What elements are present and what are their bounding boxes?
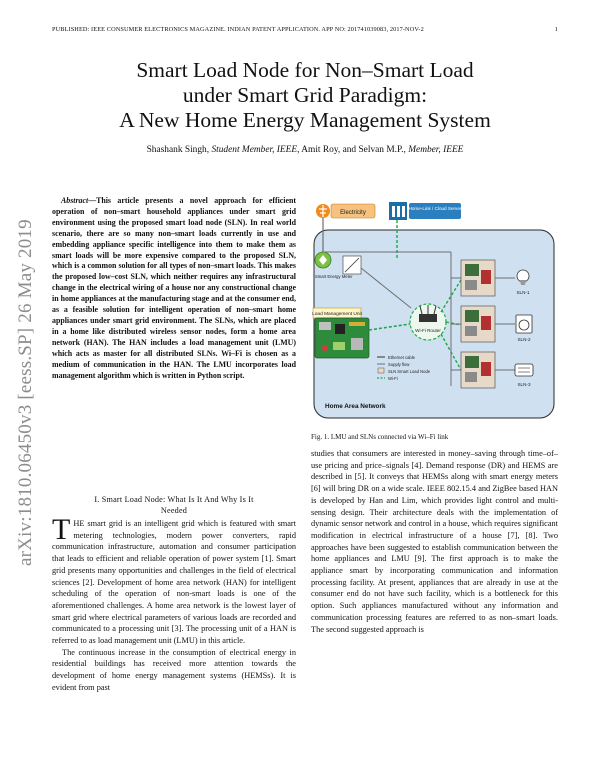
router-icon [419,314,437,322]
electricity-label: Electricity [340,210,366,216]
cloud-block [389,202,462,220]
section-heading-line-2: Needed [160,506,188,515]
body-right-column [311,448,558,635]
cloud-label: Home-Link / Cloud Server [408,206,462,211]
drop-cap: T [52,513,71,546]
han-label: Home Area Network [325,403,386,410]
running-header [52,26,558,33]
wifi-label: Wi-Fi Router [415,328,441,333]
arxiv-stamp[interactable]: arXiv:1810.06450v3 [eess.SP] 26 May 2019 [15,219,36,566]
title-line-2: under Smart Grid Paradigm: [182,83,428,107]
legend-ethernet: Ethernet cable [388,355,416,360]
body-left-p2: The continuous increase in the consumption of electrical energy in residential buildings has received more attention towards the development of home energy management systems (HEMSs). It is evident from past [52,647,296,692]
page-number: 1 [554,26,558,33]
figure-1 [311,200,558,422]
sln-2-label: SLN-2 [517,337,531,342]
author-1: Shashank Singh, [146,145,210,155]
abstract-lead: Abstract [61,196,89,205]
section-heading-line-1: I. Smart Load Node: What Is It And Why Is It [94,495,254,504]
lmu-label: Load Management Unit [312,312,362,317]
sln-3-label: SLN-3 [517,382,531,387]
section-heading [52,494,296,516]
abstract [52,196,296,381]
legend-sln: SLN Smart Load Node [388,369,431,374]
body-left-p1: HE smart grid is an intelligent grid which is featured with smart metering technologies, modern power converters, rapid communication infrastructure, automation and consumer participation that leads to efficient and reliable operation of power system [1]. Smart grid presents many opportunities and challenges in the field of electrical sciences [2]. Development of home area network (HAN) for intelligent scheduling of the operation of non-smart loads is one of the aforementioned challenges. A home area network is the lowest layer of smart grid where electrical parameters of various loads are recorded and communicated to a processing unit [3]. The processing unit of a HAN is referred to as load management unit (LMU) in this article. [52,519,296,646]
legend-wifi: Wi-Fi [388,376,398,381]
meter-label: Smart Energy Meter [315,274,353,279]
title-line-3: A New Home Energy Management System [119,108,491,132]
author-3-role: Member, IEEE [408,145,464,155]
heater-icon [515,364,533,376]
electricity-block [316,204,375,218]
paper-title [52,58,558,133]
title-line-1: Smart Load Node for Non–Smart Load [136,58,474,82]
author-2-3: , Amit Roy, and Selvan M.P., [297,145,406,155]
running-header-text: PUBLISHED: IEEE CONSUMER ELECTRONICS MAGAZINE. INDIAN PATENT APPLICATION. APP NO: 201741039083, 2017-NOV-2 [52,26,424,33]
abstract-text: —This article presents a novel approach for efficient operation of non–smart household appliances under smart grid environment using the proposed smart load node (SLN). In real world scenario, there are so many non–smart loads currently in use and embedding appliance specific intelligence into them to make them as smart loads will be more expensive compared to the proposed SLN, which is a common solution for all types of non–smart loads. This makes the proposed low–cost SLN, which neither requires any infrastructural change in the electrical wiring of a house nor any constructional change in home appliances at the manufacturing stage and at the consumer end, as a feasible solution for intelligent operation of non–smart home appliances under smart grid environment. The SLNs, which are placed in a home like distributed wireless sensor nodes, form a home area network (HAN). The HAN includes a load management unit (LMU) which acts as master for all distributed SLNs. Wi–Fi is chosen as a medium of communication in the HAN. The LMU incorporates load management algorithm which is written in Python script. [52,196,296,380]
sln-1-label: SLN-1 [516,290,530,295]
legend-supply: Supply flow [388,362,410,367]
body-right-p1: studies that consumers are interested in money–saving through time–of–use pricing and price–signals [4]. Demand response (DR) and HEMS are described in [5]. It conveys that HEMSs along with smart energy meters [6] will bring DR on a wide scale. IEEE 802.15.4 and ZigBee based HAN is developed by Han and Lim, which provides light control and multi-sensing design. Their architecture deals with the implementation of dynamic sensor network and control in a house, which requires significant modification in electrical infrastructure of a house [7], [8]. Two approaches have been suggested to establish communication between the home appliances and LMU [9]. The first approach is to make the appliance smart by incorporating communication and information processing facility. At present, appliances that are already in use at the consumer end do not have such facility, which is a bottleneck for this option. Such appliances manufactured without any information and communication processing features are referred to as non–smart loads. The second suggested approach is [311,449,558,634]
author-list [52,145,558,155]
figure-caption: Fig. 1. LMU and SLNs connected via Wi–Fi link [311,433,449,441]
body-left-column [52,513,296,694]
author-1-role: Student Member, IEEE [211,145,298,155]
